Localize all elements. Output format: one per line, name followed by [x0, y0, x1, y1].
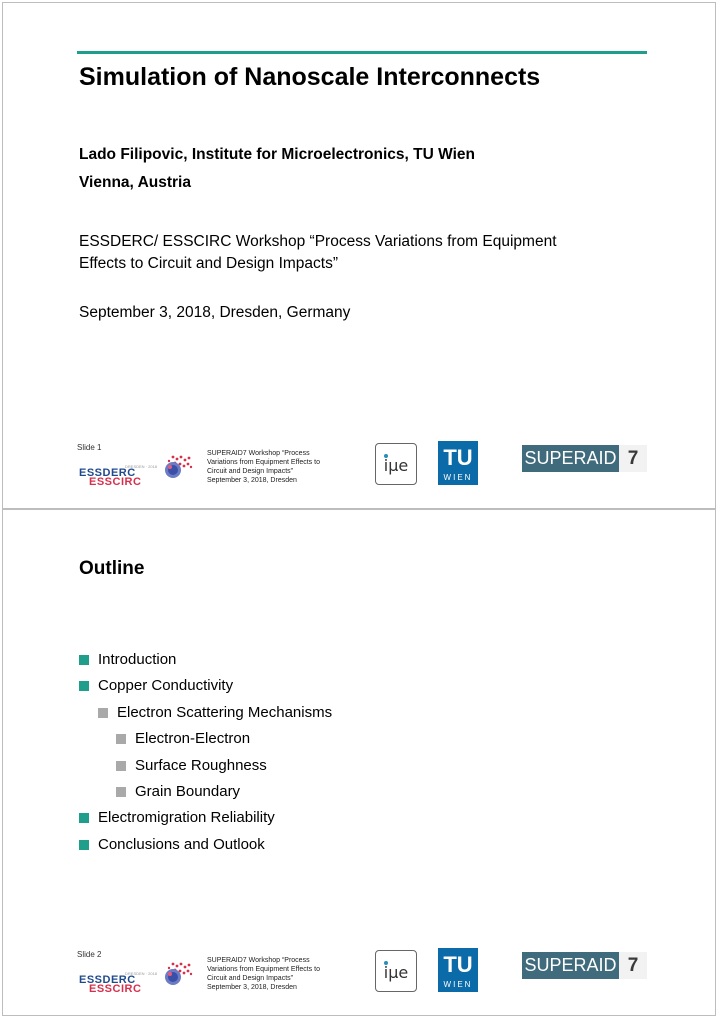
slide-number: Slide 2	[77, 950, 102, 959]
bullet-square-icon	[116, 761, 126, 771]
slide-footer	[3, 946, 717, 1006]
essderc-text: ESSDERC	[79, 974, 136, 986]
bullet-square-icon	[116, 734, 126, 744]
superaid-text: SUPERAID	[522, 952, 619, 979]
essderc-text: ESSDERC	[79, 467, 136, 479]
slide-1	[2, 2, 716, 509]
bullet-square-icon	[79, 840, 89, 850]
slide-number: Slide 1	[77, 443, 102, 452]
bullet-square-icon	[79, 655, 89, 665]
esscirc-text: ESSCIRC	[89, 983, 142, 994]
wien-text: WIEN	[443, 980, 473, 989]
bullet-item: Surface Roughness	[116, 757, 267, 774]
ipe-text: iμe	[383, 963, 409, 982]
superaid-number: 7	[619, 445, 647, 472]
date-line: September 3, 2018, Dresden, Germany	[79, 304, 351, 321]
footer-workshop-text: SUPERAID7 Workshop “Process Variations from Equipment Effects to Circuit and Design Impacts” September 3, 2018, Dresden	[207, 450, 320, 484]
bullet-item: Copper Conductivity	[79, 677, 233, 694]
superaid-text: SUPERAID	[522, 445, 619, 472]
bullet-square-icon	[79, 813, 89, 823]
bullet-item: Electron-Electron	[116, 730, 250, 747]
tu-wien-logo	[438, 441, 478, 485]
ipe-text: iμe	[383, 456, 409, 475]
workshop-line-1: ESSDERC/ ESSCIRC Workshop “Process Variations from Equipment	[79, 233, 557, 250]
ipe-logo	[375, 443, 417, 485]
bullet-item: Conclusions and Outlook	[79, 836, 265, 853]
dresden-label: DRESDEN · 2018	[125, 971, 158, 976]
bullet-item: Grain Boundary	[116, 783, 240, 800]
bullet-square-icon	[116, 787, 126, 797]
essderc-esscirc-logo	[77, 451, 195, 487]
ipe-logo	[375, 950, 417, 992]
tu-wien-logo	[438, 948, 478, 992]
footer-workshop-text: SUPERAID7 Workshop “Process Variations from Equipment Effects to Circuit and Design Impacts” September 3, 2018, Dresden	[207, 957, 320, 991]
wien-text: WIEN	[443, 473, 473, 482]
superaid-number: 7	[619, 952, 647, 979]
title-accent-bar	[77, 51, 647, 54]
tu-text: TU	[443, 445, 473, 470]
esscirc-text: ESSCIRC	[89, 476, 142, 487]
dresden-label: DRESDEN · 2018	[125, 464, 158, 469]
bullet-item: Electron Scattering Mechanisms	[98, 704, 332, 721]
outline-title: Outline	[79, 558, 145, 579]
workshop-line-2: Effects to Circuit and Design Impacts”	[79, 255, 339, 272]
tu-text: TU	[443, 952, 473, 977]
essderc-esscirc-logo	[77, 958, 195, 994]
superaid7-logo	[522, 445, 647, 472]
bullet-square-icon	[79, 681, 89, 691]
superaid7-logo	[522, 952, 647, 979]
slide-footer	[3, 439, 717, 499]
author-line: Lado Filipovic, Institute for Microelectronics, TU Wien	[79, 146, 476, 163]
slide-2	[2, 509, 716, 1016]
bullet-item: Electromigration Reliability	[79, 809, 275, 826]
bullet-item: Introduction	[79, 651, 176, 668]
slide-title: Simulation of Nanoscale Interconnects	[79, 63, 541, 91]
location-line: Vienna, Austria	[79, 174, 191, 191]
bullet-square-icon	[98, 708, 108, 718]
